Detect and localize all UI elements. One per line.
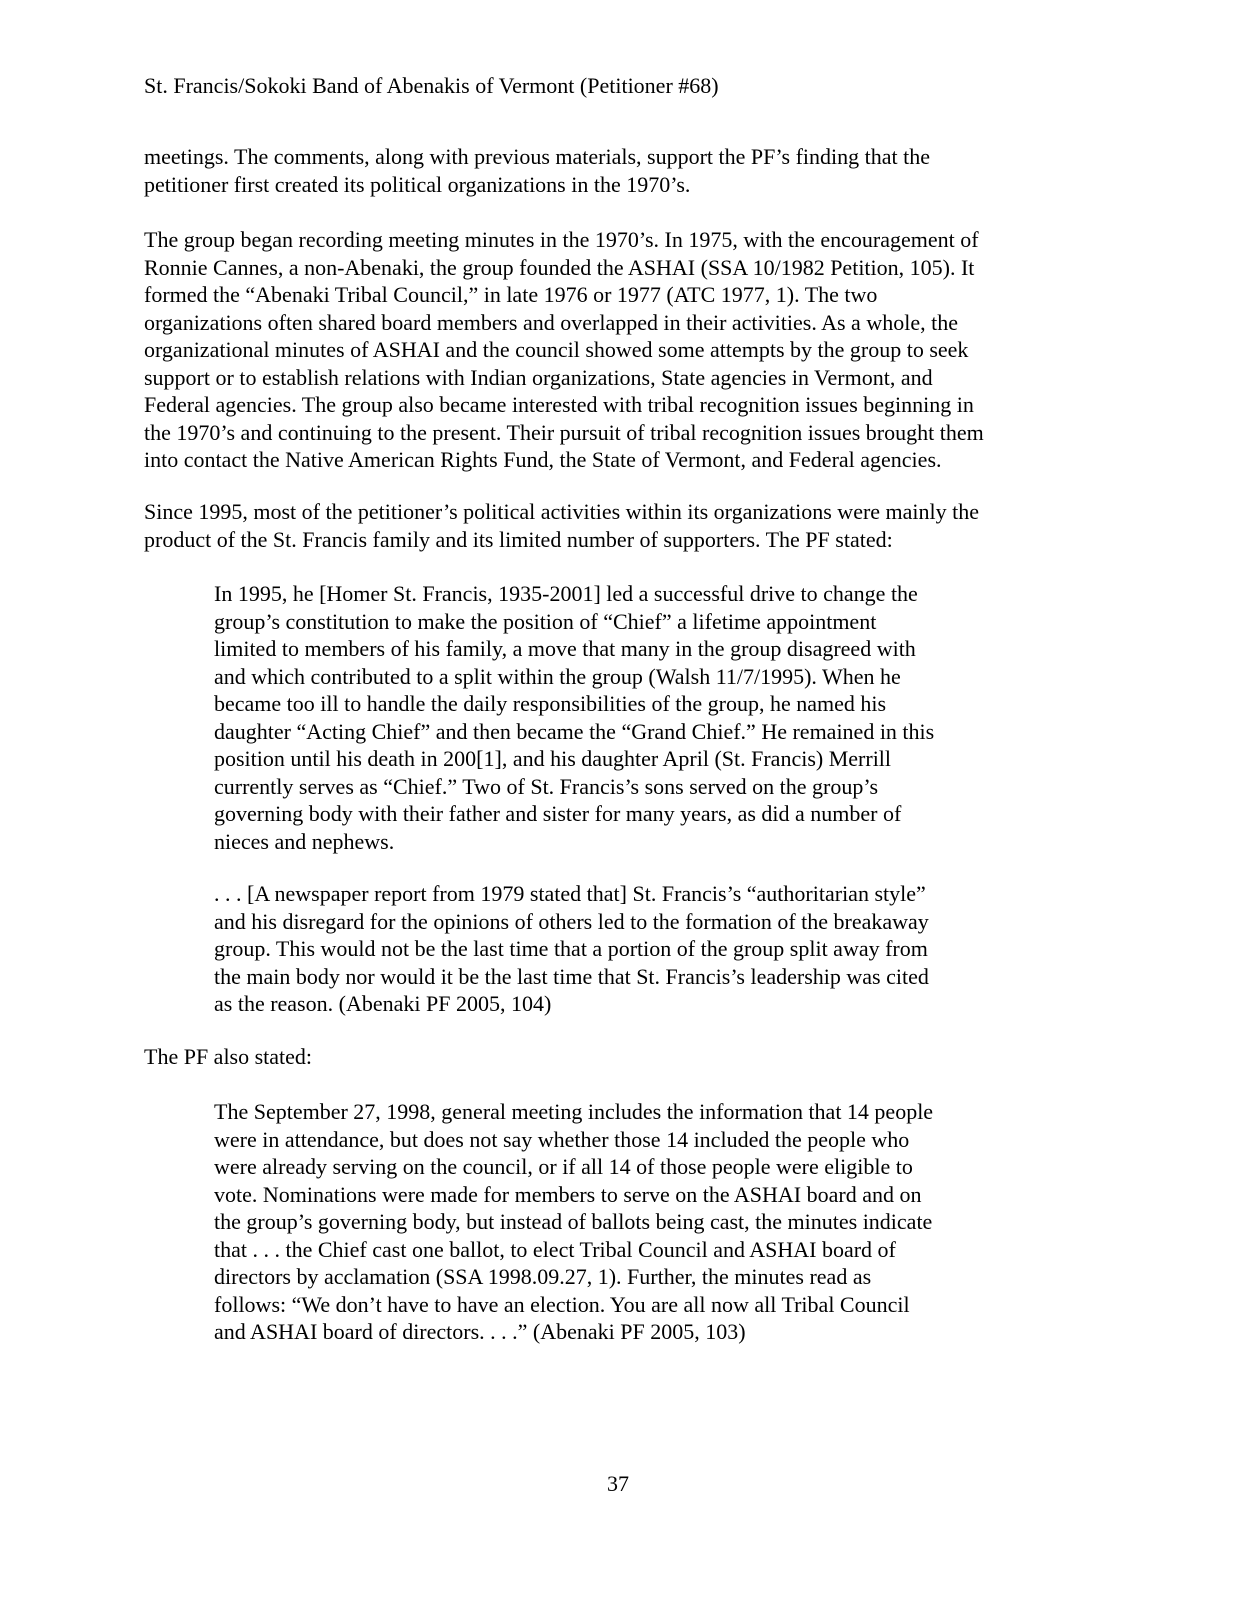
text-line: . . . [A newspaper report from 1979 stated that] St. Francis’s “authoritarian style” — [214, 881, 926, 906]
text-line: organizational minutes of ASHAI and the council showed some attempts by the group to seek — [144, 337, 969, 362]
text-line: limited to members of his family, a move that many in the group disagreed with — [214, 636, 916, 661]
running-header: St. Francis/Sokoki Band of Abenakis of Vermont (Petitioner #68) — [144, 73, 719, 98]
text-line: that . . . the Chief cast one ballot, to elect Tribal Council and ASHAI board of — [214, 1236, 896, 1262]
text-line: meetings. The comments, along with previous materials, support the PF’s finding that the — [144, 144, 930, 169]
text-line: the 1970’s and continuing to the present. Their pursuit of tribal recognition issues brought them — [144, 419, 984, 445]
text-line: position until his death in 200[1], and his daughter April (St. Francis) Merrill — [214, 746, 892, 771]
text-line: were in attendance, but does not say whether those 14 included the people who — [214, 1126, 910, 1152]
text-line: nieces and nephews. — [214, 828, 395, 854]
text-line: Since 1995, most of the petitioner’s political activities within its organizations were mainly the — [144, 499, 980, 524]
text-line: follows: “We don’t have to have an election. You are all now all Tribal Council — [214, 1291, 910, 1317]
text-line: Federal agencies. The group also became interested with tribal recognition issues beginning in — [144, 392, 974, 417]
text-line: organizations often shared board members and overlapped in their activities. As a whole, the — [144, 309, 958, 335]
paragraph-3 — [144, 498, 1074, 553]
text-line: product of the St. Francis family and its limited number of supporters. The PF stated: — [144, 526, 893, 552]
text-line: support or to establish relations with Indian organizations, State agencies in Vermont, and — [144, 364, 933, 390]
text-line: as the reason. (Abenaki PF 2005, 104) — [214, 991, 552, 1016]
page-number: 37 — [607, 1471, 629, 1496]
block-quote-1 — [214, 580, 1014, 855]
text-line: directors by acclamation (SSA 1998.09.27, 1). Further, the minutes read as — [214, 1264, 872, 1289]
paragraph-2 — [144, 226, 1074, 474]
text-line: vote. Nominations were made for members to serve on the ASHAI board and on — [214, 1181, 922, 1207]
text-line: Ronnie Cannes, a non-Abenaki, the group founded the ASHAI (SSA 10/1982 Petition, 105). It — [144, 254, 975, 280]
paragraph-1 — [144, 143, 1074, 198]
text-line: became too ill to handle the daily responsibilities of the group, he named his — [214, 691, 887, 716]
intro-line: The PF also stated: — [144, 1044, 313, 1069]
text-line: and which contributed to a split within the group (Walsh 11/7/1995). When he — [214, 663, 901, 689]
text-line: into contact the Native American Rights Fund, the State of Vermont, and Federal agencies. — [144, 447, 942, 472]
text-line: group’s constitution to make the position of “Chief” a lifetime appointment — [214, 608, 877, 634]
text-line: daughter “Acting Chief” and then became the “Grand Chief.” He remained in this — [214, 718, 935, 744]
text-line: The September 27, 1998, general meeting includes the information that 14 people — [214, 1099, 934, 1124]
text-line: currently serves as “Chief.” Two of St. Francis’s sons served on the group’s — [214, 773, 879, 799]
block-quote-2 — [214, 880, 1014, 1018]
text-line: the group’s governing body, but instead of ballots being cast, the minutes indicate — [214, 1209, 933, 1234]
text-line: and his disregard for the opinions of others led to the formation of the breakaway — [214, 908, 929, 934]
text-line: were already serving on the council, or if all 14 of those people were eligible to — [214, 1154, 913, 1179]
text-line: formed the “Abenaki Tribal Council,” in late 1976 or 1977 (ATC 1977, 1). The two — [144, 282, 878, 307]
text-line: the main body nor would it be the last time that St. Francis’s leadership was cited — [214, 963, 929, 989]
text-line: group. This would not be the last time that a portion of the group split away from — [214, 936, 928, 961]
text-line: petitioner first created its political organizations in the 1970’s. — [144, 171, 691, 197]
text-line: In 1995, he [Homer St. Francis, 1935-2001] led a successful drive to change the — [214, 581, 918, 606]
text-line: The group began recording meeting minutes in the 1970’s. In 1975, with the encouragement of — [144, 227, 979, 252]
text-line: governing body with their father and sister for many years, as did a number of — [214, 801, 902, 826]
text-line: and ASHAI board of directors. . . .” (Abenaki PF 2005, 103) — [214, 1319, 746, 1344]
block-quote-3 — [214, 1098, 1014, 1346]
